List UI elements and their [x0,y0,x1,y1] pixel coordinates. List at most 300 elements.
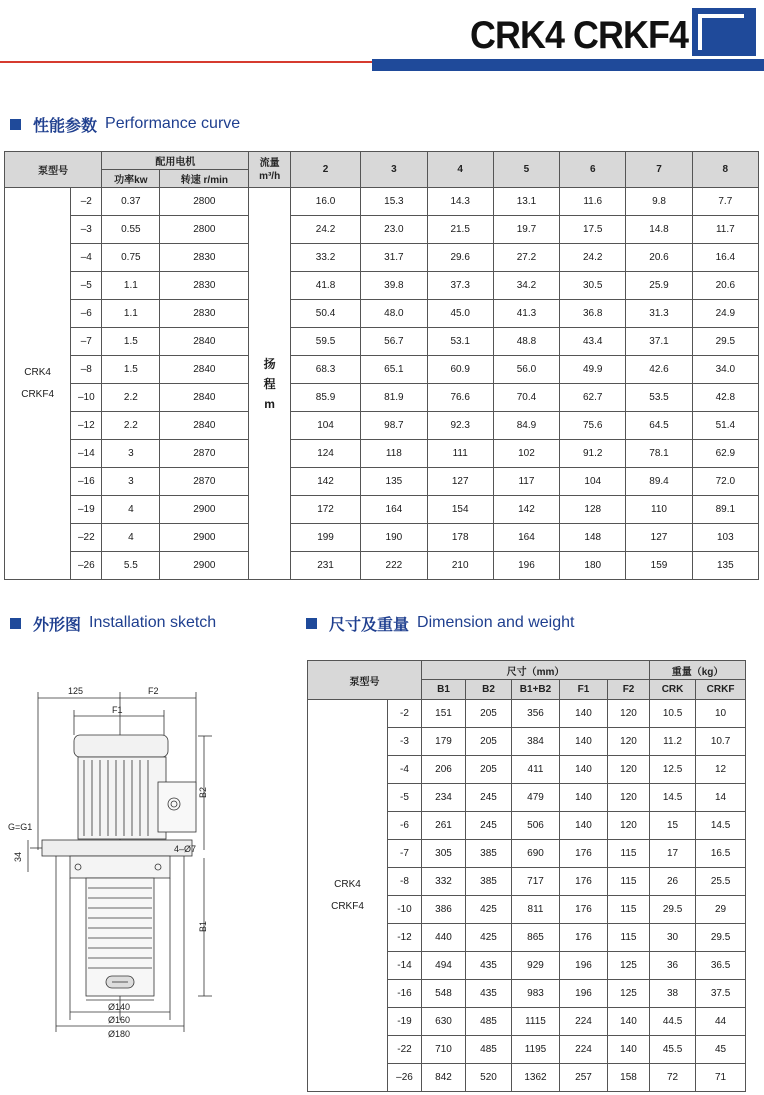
dim-subcol-header: CRKF [696,680,746,700]
perf-head-value: 29.5 [692,328,758,356]
perf-speed: 2830 [160,272,249,300]
dim-value: 425 [466,924,512,952]
perf-model-suffix: –7 [71,328,102,356]
perf-head-value: 27.2 [493,244,559,272]
perf-speed: 2830 [160,244,249,272]
section-square-icon [306,618,317,629]
dim-value: 811 [512,896,560,924]
perf-speed: 2840 [160,328,249,356]
dim-value: 710 [422,1036,466,1064]
perf-head-value: 98.7 [361,412,427,440]
perf-head-value: 31.7 [361,244,427,272]
perf-model-cell [5,188,71,580]
dim-value: 140 [560,812,608,840]
perf-speed: 2800 [160,188,249,216]
perf-speed: 2800 [160,216,249,244]
dimension-heading-en: Dimension and weight [417,614,575,631]
dim-value: 205 [466,700,512,728]
dim-value: 29.5 [696,924,746,952]
perf-head-value: 85.9 [290,384,360,412]
perf-power: 0.75 [102,244,160,272]
dim-b1-label: B1 [198,920,208,932]
perf-lift-char: 程 [263,376,276,391]
perf-head-value: 68.3 [290,356,360,384]
table-row [5,188,759,216]
dim-value: 71 [696,1064,746,1092]
perf-flow-header: 4 [427,152,493,188]
perf-head-value: 104 [290,412,360,440]
table-row [5,496,759,524]
dim-value: 15 [650,812,696,840]
header-blue-bar [372,59,764,71]
dim-value: 120 [608,700,650,728]
dim-value: 26 [650,868,696,896]
perf-head-value: 20.6 [626,244,692,272]
dim-125-label: 125 [68,686,84,696]
perf-head-value: 45.0 [427,300,493,328]
perf-power: 3 [102,468,160,496]
dim-model-suffix: -5 [388,784,422,812]
perf-col-speed: 转速 r/min [160,170,249,188]
dim-value: 411 [512,756,560,784]
perf-head-value: 75.6 [560,412,626,440]
dim-value: 120 [608,784,650,812]
dim-model-suffix: -12 [388,924,422,952]
perf-model-suffix: –10 [71,384,102,412]
dim-value: 25.5 [696,868,746,896]
perf-head-value: 36.8 [560,300,626,328]
dim-value: 506 [512,812,560,840]
dim-value: 176 [560,868,608,896]
dim-value: 14 [696,784,746,812]
table-row [5,384,759,412]
table-row [5,552,759,580]
perf-speed: 2900 [160,552,249,580]
perf-head-value: 148 [560,524,626,552]
installation-heading-zh: 外形图 [33,616,82,634]
perf-head-value: 128 [560,496,626,524]
dim-value: 14.5 [696,812,746,840]
brand-badge-icon [692,8,756,56]
dim-value: 45.5 [650,1036,696,1064]
perf-flow-header: 5 [493,152,559,188]
dim-value: 140 [608,1036,650,1064]
dim-value: 479 [512,784,560,812]
performance-heading-zh: 性能参数 [33,117,98,135]
perf-head-value: 178 [427,524,493,552]
perf-head-value: 15.3 [361,188,427,216]
dim-value: 332 [422,868,466,896]
perf-col-model: 泵型号 [5,152,102,188]
perf-head-value: 62.9 [692,440,758,468]
performance-heading-en: Performance curve [105,115,241,132]
dim-value: 37.5 [696,980,746,1008]
perf-speed: 2870 [160,440,249,468]
perf-head-value: 29.6 [427,244,493,272]
installation-sketch [8,680,238,1050]
perf-lift-char: 扬 [263,356,276,371]
dim-subcol-header: B2 [466,680,512,700]
perf-head-value: 50.4 [290,300,360,328]
dim-value: 140 [560,728,608,756]
perf-speed: 2900 [160,496,249,524]
perf-head-value: 16.4 [692,244,758,272]
perf-head-value: 41.8 [290,272,360,300]
dim-value: 205 [466,756,512,784]
dim-subcol-header: CRK [650,680,696,700]
dim-value: 158 [608,1064,650,1092]
perf-head-value: 84.9 [493,412,559,440]
installation-heading-en: Installation sketch [89,614,217,631]
perf-head-value: 60.9 [427,356,493,384]
dim-value: 38 [650,980,696,1008]
dim-model-line2: CRKF4 [331,900,364,912]
perf-head-value: 164 [493,524,559,552]
dim-subcol-header: B1+B2 [512,680,560,700]
perf-power: 3 [102,440,160,468]
dim-value: 690 [512,840,560,868]
perf-speed: 2900 [160,524,249,552]
perf-head-value: 43.4 [560,328,626,356]
dim-model-cell [308,700,388,1092]
table-row [308,700,746,728]
perf-model-suffix: –16 [71,468,102,496]
perf-power: 1.1 [102,272,160,300]
dim-value: 17 [650,840,696,868]
perf-flow-header: 2 [290,152,360,188]
perf-lift-cell [249,188,290,580]
table-row [5,244,759,272]
dim-value: 206 [422,756,466,784]
perf-head-value: 37.1 [626,328,692,356]
perf-model-suffix: –14 [71,440,102,468]
dim-value: 176 [560,896,608,924]
perf-power: 0.37 [102,188,160,216]
perf-head-value: 65.1 [361,356,427,384]
table-row [5,272,759,300]
dim-value: 385 [466,840,512,868]
dim-value: 115 [608,868,650,896]
perf-head-value: 24.9 [692,300,758,328]
dim-value: 12.5 [650,756,696,784]
perf-head-value: 14.3 [427,188,493,216]
performance-table [4,151,759,580]
table-row [5,356,759,384]
dim-value: 842 [422,1064,466,1092]
perf-head-value: 103 [692,524,758,552]
dim-f1-label: F1 [112,705,123,715]
dim-value: 1195 [512,1036,560,1064]
perf-power: 1.1 [102,300,160,328]
perf-head-value: 11.7 [692,216,758,244]
dim-model-suffix: -2 [388,700,422,728]
dimension-heading [306,612,574,634]
perf-head-value: 196 [493,552,559,580]
perf-head-value: 42.8 [692,384,758,412]
perf-head-value: 124 [290,440,360,468]
perf-head-value: 135 [692,552,758,580]
dim-value: 224 [560,1036,608,1064]
perf-model-suffix: –26 [71,552,102,580]
perf-head-value: 62.7 [560,384,626,412]
perf-power: 4 [102,496,160,524]
dim-value: 36 [650,952,696,980]
dim-value: 120 [608,812,650,840]
perf-speed: 2830 [160,300,249,328]
performance-heading [10,113,240,135]
perf-head-value: 222 [361,552,427,580]
perf-model-suffix: –5 [71,272,102,300]
perf-col-motor: 配用电机 [102,152,249,170]
perf-model-suffix: –22 [71,524,102,552]
dim-value: 140 [560,756,608,784]
perf-power: 1.5 [102,356,160,384]
perf-head-value: 34.2 [493,272,559,300]
perf-flow-header: 6 [560,152,626,188]
perf-head-value: 13.1 [493,188,559,216]
dim-value: 125 [608,980,650,1008]
perf-head-value: 180 [560,552,626,580]
dim-model-suffix: -6 [388,812,422,840]
dim-g-label: G=G1 [8,822,33,832]
dim-value: 865 [512,924,560,952]
perf-head-value: 76.6 [427,384,493,412]
dim-value: 305 [422,840,466,868]
perf-model-suffix: –19 [71,496,102,524]
dim-value: 630 [422,1008,466,1036]
perf-head-value: 41.3 [493,300,559,328]
dim-value: 140 [560,784,608,812]
table-row [5,216,759,244]
dim-value: 435 [466,952,512,980]
perf-head-value: 231 [290,552,360,580]
perf-speed: 2870 [160,468,249,496]
perf-head-value: 91.2 [560,440,626,468]
dim-value: 435 [466,980,512,1008]
dim-value: 520 [466,1064,512,1092]
perf-head-value: 104 [560,468,626,496]
dim-value: 151 [422,700,466,728]
perf-lift-char: m [264,396,275,411]
perf-head-value: 48.8 [493,328,559,356]
perf-head-value: 30.5 [560,272,626,300]
perf-speed: 2840 [160,356,249,384]
dim-d180-label: Ø180 [108,1029,131,1039]
table-row [5,328,759,356]
perf-head-value: 56.7 [361,328,427,356]
perf-model-line2: CRKF4 [21,388,55,400]
perf-head-value: 142 [493,496,559,524]
perf-head-value: 70.4 [493,384,559,412]
dim-model-suffix: -10 [388,896,422,924]
dim-model-suffix: –26 [388,1064,422,1092]
dim-value: 14.5 [650,784,696,812]
perf-flow-header: 8 [692,152,758,188]
dimension-heading-zh: 尺寸及重量 [329,616,410,634]
perf-head-value: 164 [361,496,427,524]
perf-head-value: 92.3 [427,412,493,440]
perf-head-value: 190 [361,524,427,552]
dim-value: 425 [466,896,512,924]
perf-head-value: 48.0 [361,300,427,328]
dim-value: 72 [650,1064,696,1092]
perf-head-value: 59.5 [290,328,360,356]
perf-head-value: 142 [290,468,360,496]
dim-value: 261 [422,812,466,840]
dim-value: 485 [466,1036,512,1064]
perf-model-suffix: –6 [71,300,102,328]
dim-value: 120 [608,756,650,784]
dim-value: 115 [608,840,650,868]
perf-power: 2.2 [102,412,160,440]
perf-head-value: 20.6 [692,272,758,300]
perf-head-value: 89.4 [626,468,692,496]
perf-model-line1: CRK4 [24,366,51,378]
dim-value: 234 [422,784,466,812]
dim-value: 983 [512,980,560,1008]
dim-value: 44 [696,1008,746,1036]
dim-d160-label: Ø160 [108,1015,131,1025]
dim-value: 45 [696,1036,746,1064]
dim-value: 384 [512,728,560,756]
dim-value: 115 [608,924,650,952]
perf-head-value: 111 [427,440,493,468]
perf-power: 1.5 [102,328,160,356]
perf-flow-header: 7 [626,152,692,188]
dim-value: 125 [608,952,650,980]
perf-head-value: 25.9 [626,272,692,300]
perf-col-flow: 流量 m³/h [249,152,290,188]
dim-value: 176 [560,840,608,868]
dim-holes-label: 4–Ø7 [174,844,197,854]
section-square-icon [10,618,21,629]
installation-drawing [8,680,238,1050]
dim-d140-label: Ø140 [108,1002,131,1012]
dim-value: 257 [560,1064,608,1092]
perf-head-value: 56.0 [493,356,559,384]
perf-head-value: 51.4 [692,412,758,440]
dim-value: 356 [512,700,560,728]
dim-value: 16.5 [696,840,746,868]
dimension-table [307,660,746,1092]
perf-head-value: 78.1 [626,440,692,468]
perf-head-value: 53.1 [427,328,493,356]
dim-value: 12 [696,756,746,784]
perf-head-value: 11.6 [560,188,626,216]
perf-head-value: 16.0 [290,188,360,216]
perf-head-value: 118 [361,440,427,468]
perf-head-value: 23.0 [361,216,427,244]
table-row [5,524,759,552]
perf-power: 4 [102,524,160,552]
dim-value: 245 [466,812,512,840]
perf-head-value: 7.7 [692,188,758,216]
dim-value: 44.5 [650,1008,696,1036]
dim-value: 548 [422,980,466,1008]
table-row [5,468,759,496]
perf-head-value: 39.8 [361,272,427,300]
dim-value: 1115 [512,1008,560,1036]
dim-b2-label: B2 [198,786,208,798]
dim-value: 140 [560,700,608,728]
installation-heading [10,612,216,634]
dim-value: 224 [560,1008,608,1036]
dim-model-line1: CRK4 [334,878,361,890]
perf-model-suffix: –3 [71,216,102,244]
dim-value: 386 [422,896,466,924]
dim-value: 36.5 [696,952,746,980]
perf-model-suffix: –8 [71,356,102,384]
dim-value: 485 [466,1008,512,1036]
perf-head-value: 172 [290,496,360,524]
dim-value: 179 [422,728,466,756]
perf-head-value: 49.9 [560,356,626,384]
dim-value: 196 [560,952,608,980]
dim-model-suffix: -14 [388,952,422,980]
dim-value: 385 [466,868,512,896]
dim-model-suffix: -19 [388,1008,422,1036]
perf-head-value: 127 [427,468,493,496]
dim-value: 11.2 [650,728,696,756]
dim-value: 205 [466,728,512,756]
dim-value: 29.5 [650,896,696,924]
dim-model-suffix: -22 [388,1036,422,1064]
perf-head-value: 14.8 [626,216,692,244]
dim-value: 10.7 [696,728,746,756]
perf-head-value: 102 [493,440,559,468]
dim-value: 717 [512,868,560,896]
dim-col-weight: 重量（kg） [650,661,746,680]
dim-value: 196 [560,980,608,1008]
dim-value: 440 [422,924,466,952]
perf-head-value: 117 [493,468,559,496]
dim-col-model: 泵型号 [308,661,422,700]
perf-head-value: 37.3 [427,272,493,300]
perf-head-value: 21.5 [427,216,493,244]
perf-head-value: 53.5 [626,384,692,412]
table-row [5,300,759,328]
perf-head-value: 17.5 [560,216,626,244]
dim-f2-label: F2 [148,686,159,696]
perf-head-value: 42.6 [626,356,692,384]
perf-head-value: 199 [290,524,360,552]
perf-head-value: 127 [626,524,692,552]
perf-col-power: 功率kw [102,170,160,188]
perf-model-suffix: –12 [71,412,102,440]
perf-speed: 2840 [160,384,249,412]
dim-value: 10.5 [650,700,696,728]
dim-value: 29 [696,896,746,924]
perf-model-suffix: –2 [71,188,102,216]
dim-value: 115 [608,896,650,924]
perf-head-value: 24.2 [560,244,626,272]
perf-head-value: 24.2 [290,216,360,244]
dim-subcol-header: F1 [560,680,608,700]
dim-subcol-header: F2 [608,680,650,700]
perf-flow-header: 3 [361,152,427,188]
perf-head-value: 110 [626,496,692,524]
perf-head-value: 81.9 [361,384,427,412]
page-title: CRK4 CRKF4 [470,14,689,57]
perf-head-value: 9.8 [626,188,692,216]
perf-head-value: 72.0 [692,468,758,496]
dim-value: 10 [696,700,746,728]
perf-speed: 2840 [160,412,249,440]
perf-head-value: 89.1 [692,496,758,524]
perf-head-value: 154 [427,496,493,524]
perf-model-suffix: –4 [71,244,102,272]
dim-model-suffix: -16 [388,980,422,1008]
